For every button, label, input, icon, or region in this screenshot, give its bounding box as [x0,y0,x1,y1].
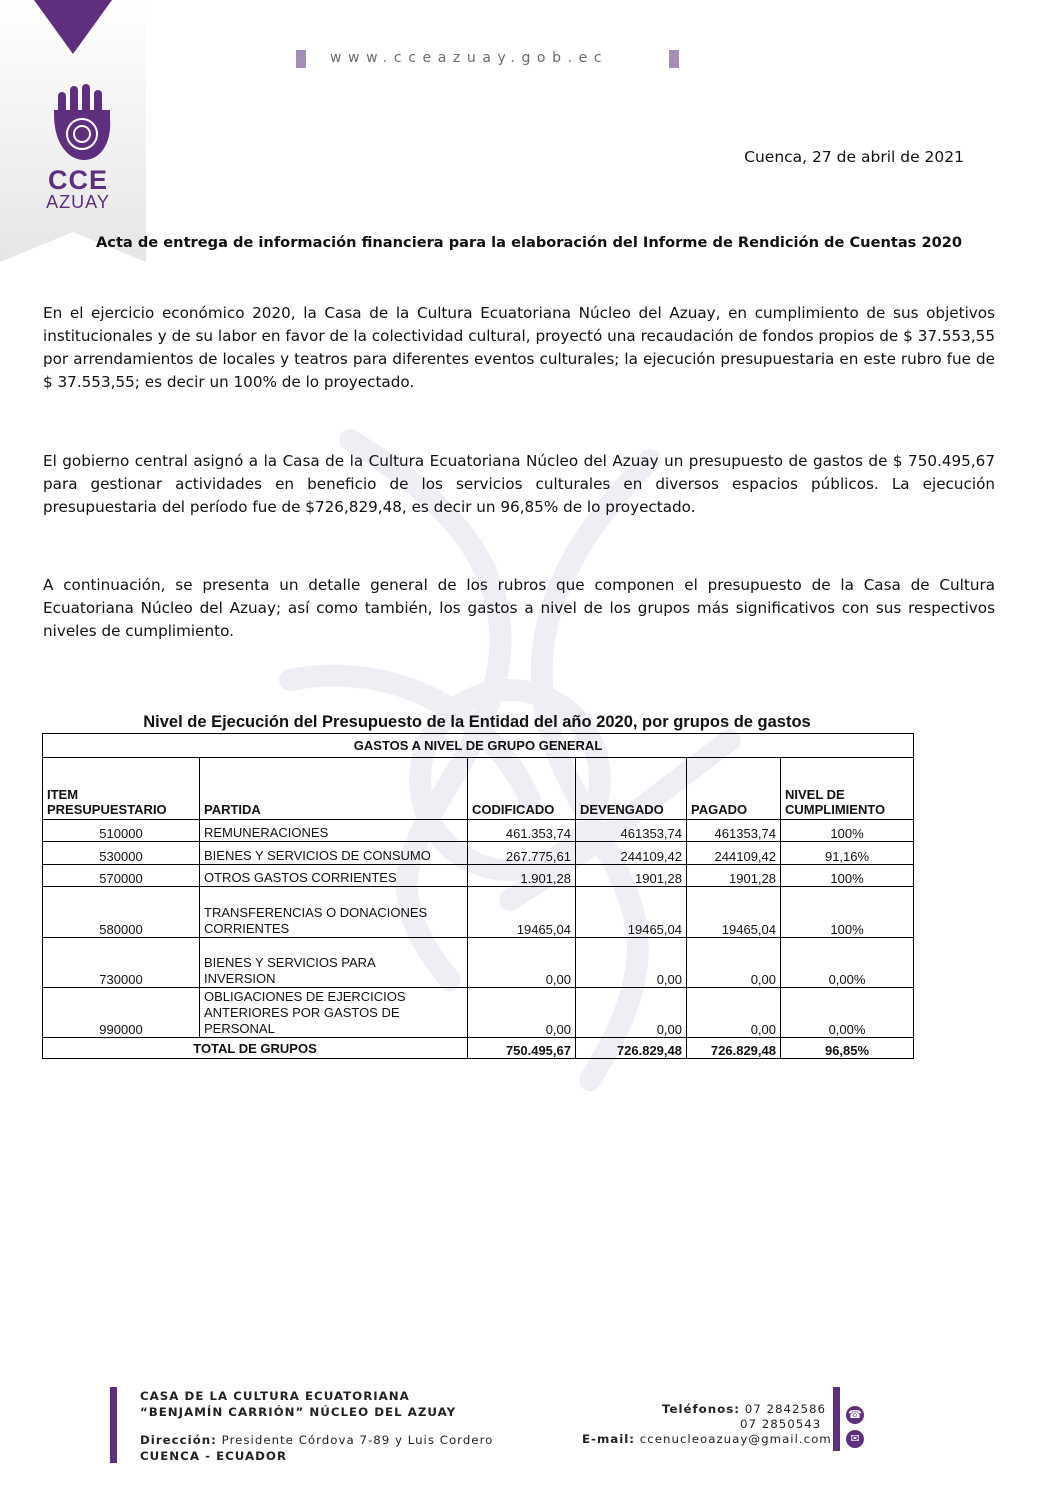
website-url[interactable]: www.cceazuay.gob.ec [330,50,609,66]
logo-cce-text: CCE [47,165,108,195]
table-row: 990000 OBLIGACIONES DE EJERCICIOS ANTERIORES POR GASTOS DE PERSONAL 0,00 0,00 0,00 0,00% [43,988,914,1038]
footer-phone2: 07 2850543 [740,1417,822,1431]
paragraph-2: El gobierno central asignó a la Casa de la Cultura Ecuatoriana Núcleo del Azuay un presupuesto de gastos de $ 750.495,67 para gestionar actividades en beneficio de los servicios culturales en diversos espacios públicos. La ejecución presupuestaria del período fue de $726,829,48, es decir un 96,85% de lo proyectado. [43,452,995,516]
footer-phones: Teléfonos: 07 2842586 [662,1402,827,1416]
table-row: 580000 TRANSFERENCIAS O DONACIONES CORRIENTES 19465,04 19465,04 19465,04 100% [43,887,914,938]
logo-azuay-text: AZUAY [46,192,110,212]
logo-hand-icon [50,82,114,162]
header-devengado: DEVENGADO [576,758,687,820]
header-codificado: CODIFICADO [468,758,576,820]
header-nivel: NIVEL DE CUMPLIMIENTO [781,758,914,820]
footer-address: Dirección: Presidente Córdova 7-89 y Luis Cordero [140,1433,494,1447]
header-pagado: PAGADO [687,758,781,820]
table-row: 730000 BIENES Y SERVICIOS PARA INVERSION 0,00 0,00 0,00 0,00% [43,938,914,988]
footer-bar-left [110,1387,117,1463]
table-row: 530000 BIENES Y SERVICIOS DE CONSUMO 267.775,61 244109,42 244109,42 91,16% [43,842,914,865]
table-total-row: TOTAL DE GRUPOS 750.495,67 726.829,48 726.829,48 96,85% [43,1038,914,1059]
footer-bar-right [833,1387,840,1451]
table-row: 510000 REMUNERACIONES 461.353,74 461353,74 461353,74 100% [43,820,914,842]
footer-org-line2: “BENJAMÍN CARRIÓN” NÚCLEO DEL AZUAY [140,1405,457,1419]
table-title: Nivel de Ejecución del Presupuesto de la Entidad del año 2020, por grupos de gastos [143,713,811,731]
footer-email[interactable]: E-mail: ccenucleoazuay@gmail.com [582,1432,832,1446]
document-title: Acta de entrega de información financiera para la elaboración del Informe de Rendición de Cuentas 2020 [96,234,963,251]
document-date: Cuenca, 27 de abril de 2021 [744,148,964,166]
footer-city: CUENCA - ECUADOR [140,1449,288,1463]
header-partida: PARTIDA [200,758,468,820]
website-bar-left [296,50,306,68]
budget-table [42,733,914,1059]
table-header-row [43,758,914,820]
table-row: 570000 OTROS GASTOS CORRIENTES 1.901,28 1901,28 1901,28 100% [43,865,914,887]
footer-org-line1: CASA DE LA CULTURA ECUATORIANA [140,1389,410,1403]
header-item: ITEM PRESUPUESTARIO [43,758,200,820]
website-bar-right [669,50,679,68]
table-subtitle: GASTOS A NIVEL DE GRUPO GENERAL [43,734,914,758]
paragraph-3: A continuación, se presenta un detalle general de los rubros que componen el presupuesto de la Casa de Cultura Ecuatoriana Núcleo del Azuay; así como también, los gastos a nivel de los grupos más significativos con sus respectivos niveles de cumplimiento. [43,576,995,640]
email-icon: ✉ [846,1430,864,1448]
phone-icon: ☎ [846,1406,864,1424]
paragraph-1: En el ejercicio económico 2020, la Casa de la Cultura Ecuatoriana Núcleo del Azuay, en cumplimiento de sus objetivos institucionales y de su labor en favor de la colectividad cultural, proyectó una recaudación de fondos propios de $ 37.553,55 por arrendamientos de locales y teatros para diferentes eventos culturales; la ejecución presupuestaria en este rubro fue de $ 37.553,55; es decir un 100% de lo proyectado. [43,304,995,391]
